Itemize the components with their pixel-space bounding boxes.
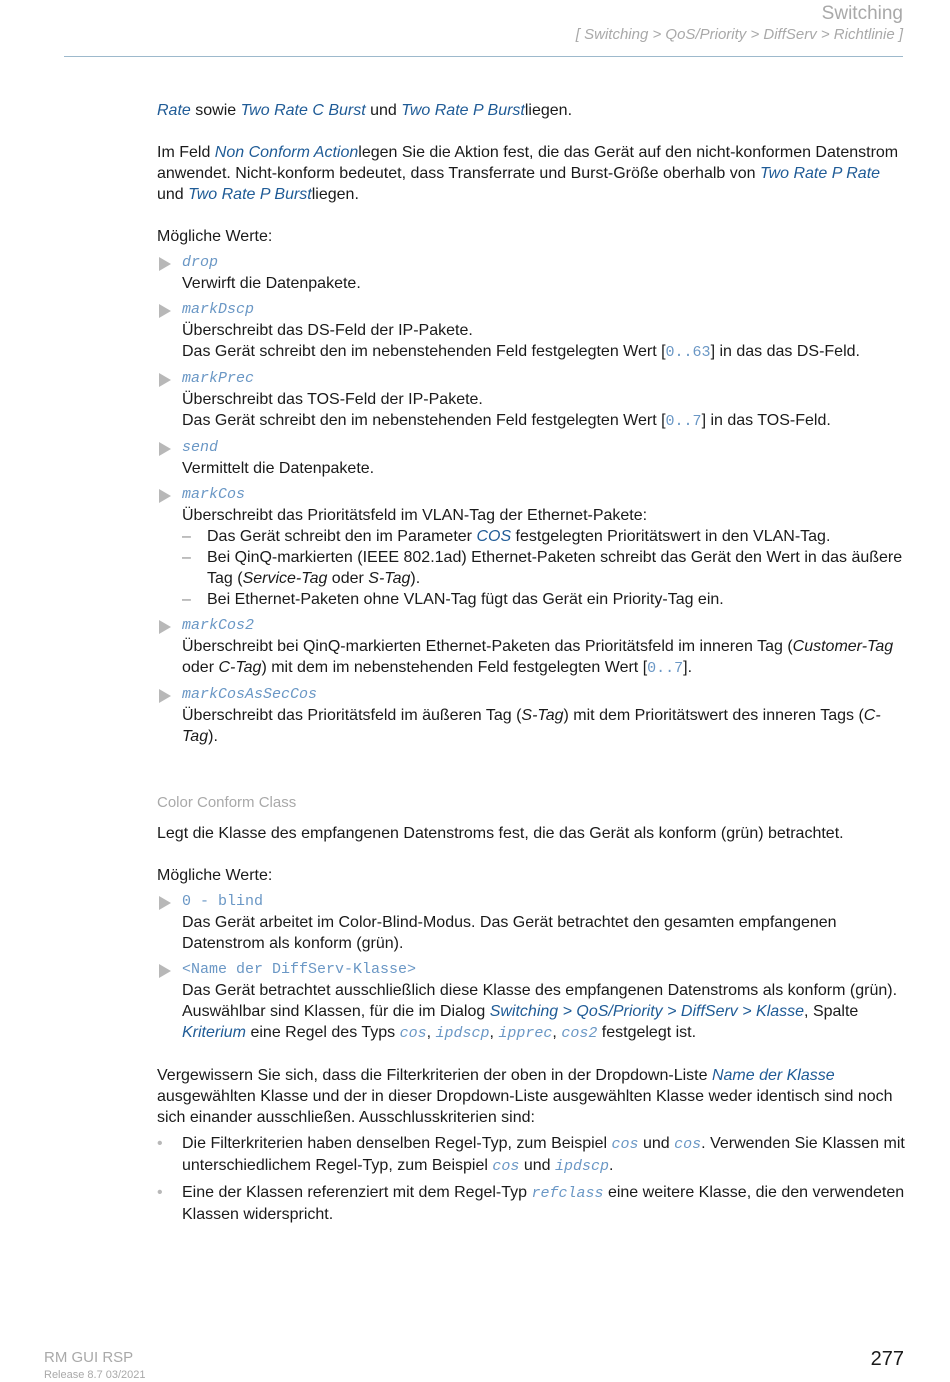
text: oder <box>327 570 369 587</box>
term-s-tag: S-Tag <box>521 707 564 724</box>
intro-paragraph <box>157 100 907 121</box>
triangle-bullet-icon <box>159 489 171 503</box>
rule-type-code: cos <box>674 1136 702 1153</box>
footer-doc-title: RM GUI RSP <box>44 1349 134 1366</box>
param-two-rate-p-burst: Two Rate P Burst <box>188 186 312 203</box>
possible-values-label: Mögliche Werte: <box>157 228 273 245</box>
breadcrumb: [ Switching > QoS/Priority > DiffServ > Richtlinie ] <box>575 26 903 43</box>
text: Im Feld <box>157 144 215 161</box>
term-service-tag: Service-Tag <box>242 570 328 587</box>
text: Bei Ethernet-Paketen ohne VLAN-Tag fügt das Gerät ein Priority-Tag ein. <box>207 591 724 608</box>
list-item <box>157 1182 907 1225</box>
text: festgelegten Prioritätswert in den VLAN-Tag. <box>511 528 831 545</box>
value-description <box>182 636 907 679</box>
rule-type-code: refclass <box>531 1185 604 1202</box>
value-description: Überschreibt das TOS-Feld der IP-Pakete. <box>182 391 483 408</box>
text: ). <box>410 570 421 587</box>
rule-type-code: cos2 <box>561 1025 598 1042</box>
value-code: markCosAsSecCos <box>182 686 318 703</box>
triangle-bullet-icon <box>159 257 171 271</box>
list-item-markcos <box>157 484 907 610</box>
param-two-rate-c-burst: Two Rate C Burst <box>240 102 366 119</box>
value-range: 0..7 <box>665 413 702 430</box>
text: Eine der Klassen referenziert mit dem Regel-Typ <box>182 1184 532 1201</box>
bullet-dot-icon: • <box>157 1135 163 1152</box>
field-name-der-klasse: Name der Klasse <box>711 1067 835 1084</box>
text: . Verwenden Sie Klassen mit unterschiedlichem Regel-Typ, zum Beispiel <box>182 1135 905 1174</box>
value-description: Vermittelt die Datenpakete. <box>182 460 375 477</box>
triangle-bullet-icon <box>159 304 171 318</box>
text: und <box>638 1135 675 1152</box>
list-item-drop <box>157 252 907 294</box>
text: , <box>489 1024 499 1041</box>
text: eine Regel des Typs <box>246 1024 400 1041</box>
sub-list-item <box>182 526 907 547</box>
list-item-class-name <box>157 959 907 1044</box>
sub-list-item <box>182 589 907 610</box>
triangle-bullet-icon <box>159 442 171 456</box>
dash-bullet-icon: – <box>182 528 191 545</box>
text: und <box>519 1157 555 1174</box>
note-paragraph <box>157 1065 907 1128</box>
term-s-tag: S-Tag <box>368 570 411 587</box>
text: , <box>426 1024 436 1041</box>
value-description: Überschreibt das Prioritätsfeld im VLAN-Tag der Ethernet-Pakete: <box>182 507 648 524</box>
value-description: Überschreibt das DS-Feld der IP-Pakete. <box>182 322 473 339</box>
header-title: Switching <box>821 3 903 24</box>
param-rate: Rate <box>157 102 191 119</box>
text: , Spalte <box>804 1003 859 1020</box>
value-code: drop <box>182 254 219 271</box>
text: ausgewählten Klasse und der in dieser Dropdown-Liste ausgewählten Klasse weder identisch sind noch sich einander ausschließen. Ausschlusskriterien sind: <box>157 1088 893 1126</box>
page-number: 277 <box>870 1348 904 1370</box>
text: liegen. <box>311 186 359 203</box>
triangle-bullet-icon <box>159 689 171 703</box>
value-code: <Name der DiffServ-Klasse> <box>182 961 417 978</box>
list-item-markcosassecos <box>157 684 907 747</box>
value-range: 0..63 <box>665 344 711 361</box>
list-item <box>157 1133 907 1177</box>
value-code: markCos2 <box>182 617 255 634</box>
header-divider <box>64 56 903 57</box>
text: Überschreibt bei QinQ-markierten Ethernet-Paketen das Prioritätsfeld im inneren Tag ( <box>182 638 793 655</box>
non-conform-paragraph <box>157 142 907 205</box>
footer-release: Release 8.7 03/2021 <box>44 1369 146 1381</box>
value-description <box>182 341 907 363</box>
main-content <box>157 100 907 1225</box>
text: Auswählbar sind Klassen, für die im Dialog <box>182 1003 490 1020</box>
rule-type-code: ipdscp <box>554 1158 609 1175</box>
triangle-bullet-icon <box>159 373 171 387</box>
term-c-tag: C-Tag <box>218 659 262 676</box>
param-two-rate-p-rate: Two Rate P Rate <box>759 165 881 182</box>
value-description: Das Gerät betrachtet ausschließlich diese Klasse des empfangenen Datenstroms als konform (grün). <box>182 982 898 999</box>
text: Vergewissern Sie sich, dass die Filterkriterien der oben in der Dropdown-Liste <box>157 1067 712 1084</box>
rule-type-code: cos <box>611 1136 639 1153</box>
dash-bullet-icon: – <box>182 549 191 566</box>
text: , <box>552 1024 562 1041</box>
text: und <box>365 102 402 119</box>
value-code: 0 - blind <box>182 893 264 910</box>
section-description: Legt die Klasse des empfangenen Datenstroms fest, die das Gerät als konform (grün) betrachtet. <box>157 825 844 842</box>
text: ) mit dem Prioritätswert des inneren Tags ( <box>563 707 864 724</box>
list-item-markcos2 <box>157 615 907 679</box>
text: Bei QinQ-markierten (IEEE 802.1ad) Ethernet-Paketen schreibt das Gerät den Wert in das äußere Tag ( <box>207 549 903 587</box>
value-description <box>182 1001 907 1044</box>
rule-type-code: ipprec <box>498 1025 553 1042</box>
sub-list-item <box>182 547 907 589</box>
text: und <box>157 186 189 203</box>
triangle-bullet-icon <box>159 896 171 910</box>
text: Überschreibt das Prioritätsfeld im äußeren Tag ( <box>182 707 522 724</box>
value-description: Das Gerät arbeitet im Color-Blind-Modus. Das Gerät betrachtet den gesamten empfangenen Datenstrom als konform (grün). <box>182 914 837 952</box>
text: ]. <box>683 659 693 676</box>
list-item-markprec <box>157 368 907 432</box>
text: eine weitere Klasse, die den verwendeten Klassen widerspricht. <box>182 1184 905 1223</box>
value-description: Verwirft die Datenpakete. <box>182 275 361 292</box>
term-c-tag: C-Tag <box>182 707 881 745</box>
text: sowie <box>190 102 241 119</box>
text: oder <box>182 659 219 676</box>
value-code: send <box>182 439 219 456</box>
value-code: markDscp <box>182 301 255 318</box>
text: Das Gerät schreibt den im nebenstehenden Feld festgelegten Wert [ <box>182 412 666 429</box>
triangle-bullet-icon <box>159 620 171 634</box>
rule-type-code: cos <box>399 1025 427 1042</box>
text: Das Gerät schreibt den im nebenstehenden Feld festgelegten Wert [ <box>182 343 666 360</box>
color-conform-values-list <box>157 891 907 1044</box>
triangle-bullet-icon <box>159 964 171 978</box>
text: ] in das das DS-Feld. <box>710 343 860 360</box>
text: legen Sie die Aktion fest, die das Gerät auf den nicht-konformen Datenstrom anwendet. Nicht-konform bedeutet, dass Transferrate und Burst-Größe oberhalb von <box>157 144 899 182</box>
rule-type-code: cos <box>492 1158 520 1175</box>
text: ). <box>208 728 218 745</box>
text: . <box>608 1157 614 1174</box>
text: ] in das TOS-Feld. <box>701 412 831 429</box>
text: Die Filterkriterien haben denselben Regel-Typ, zum Beispiel <box>182 1135 612 1152</box>
value-code: markCos <box>182 486 246 503</box>
dash-bullet-icon: – <box>182 591 191 608</box>
column-kriterium: Kriterium <box>182 1024 247 1041</box>
section-heading: Color Conform Class <box>157 794 297 811</box>
field-non-conform-action: Non Conform Action <box>214 144 359 161</box>
possible-values-label: Mögliche Werte: <box>157 867 273 884</box>
value-code: markPrec <box>182 370 255 387</box>
term-customer-tag: Customer-Tag <box>792 638 894 655</box>
list-item-markdscp <box>157 299 907 363</box>
text: ) mit dem im nebenstehenden Feld festgelegten Wert [ <box>261 659 648 676</box>
param-cos: COS <box>476 528 512 545</box>
value-range: 0..7 <box>647 660 684 677</box>
list-item-blind <box>157 891 907 954</box>
bullet-dot-icon: • <box>157 1184 163 1201</box>
value-description <box>182 410 907 432</box>
text: liegen. <box>524 102 573 119</box>
dialog-path-link: Switching > QoS/Priority > DiffServ > Klasse <box>489 1003 805 1020</box>
value-description <box>182 705 907 747</box>
text: Das Gerät schreibt den im Parameter <box>207 528 477 545</box>
action-values-list <box>157 252 907 747</box>
param-two-rate-p-burst: Two Rate P Burst <box>401 102 525 119</box>
rule-type-code: ipdscp <box>435 1025 490 1042</box>
text: festgelegt ist. <box>597 1024 697 1041</box>
list-item-send <box>157 437 907 479</box>
